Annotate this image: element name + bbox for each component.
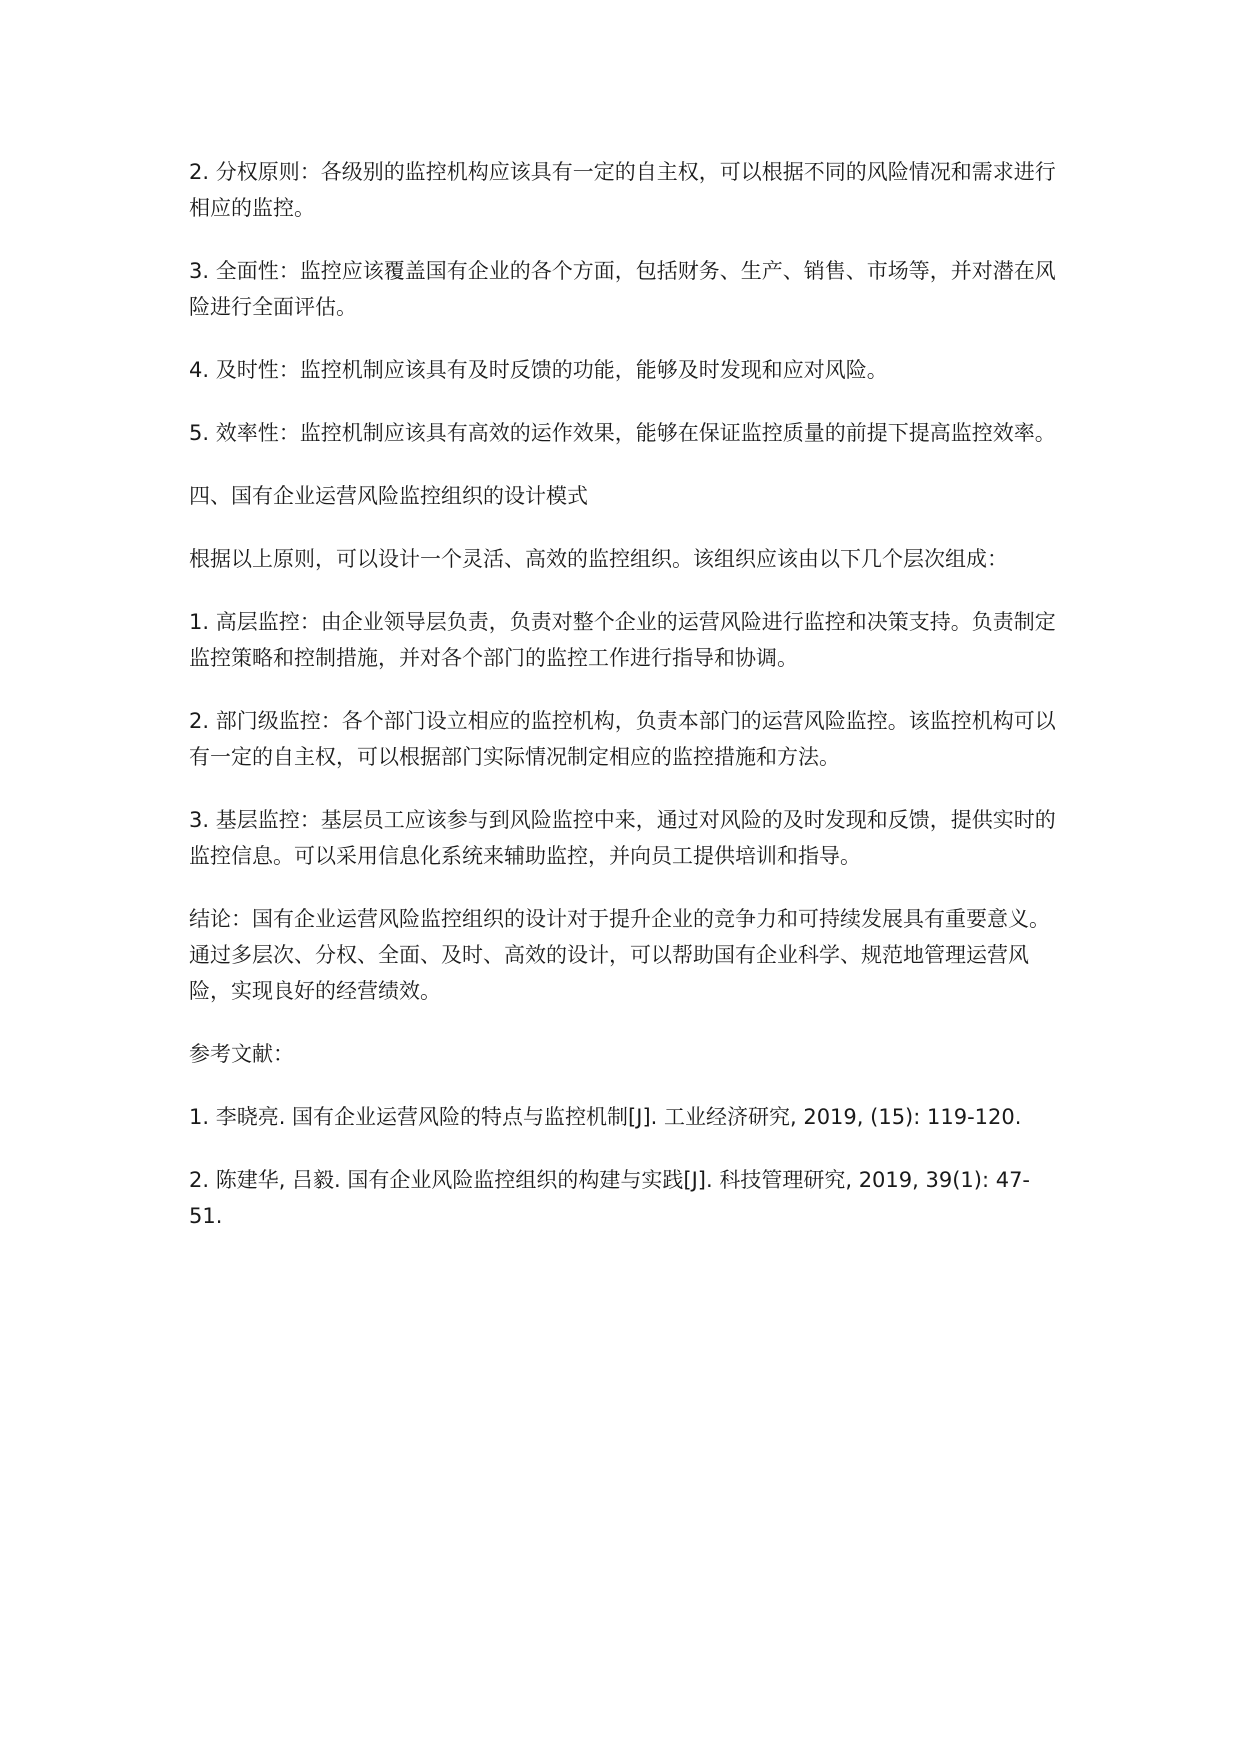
- principle-efficiency: 5. 效率性：监控机制应该具有高效的运作效果，能够在保证监控质量的前提下提高监控效率。: [189, 421, 1056, 445]
- conclusion: 结论：国有企业运营风险监控组织的设计对于提升企业的竞争力和可持续发展具有重要意义。通过多层次、分权、全面、及时、高效的设计，可以帮助国有企业科学、规范地管理运营风险，实现良好的经营绩效。: [189, 907, 1050, 1003]
- design-intro: 根据以上原则，可以设计一个灵活、高效的监控组织。该组织应该由以下几个层次组成：: [189, 547, 1008, 571]
- principle-timeliness: 4. 及时性：监控机制应该具有及时反馈的功能，能够及时发现和应对风险。: [189, 358, 888, 382]
- level-grassroots-monitoring: 3. 基层监控：基层员工应该参与到风险监控中来，通过对风险的及时发现和反馈，提供实时的监控信息。可以采用信息化系统来辅助监控，并向员工提供培训和指导。: [189, 808, 1056, 868]
- level-department-monitoring: 2. 部门级监控：各个部门设立相应的监控机构，负责本部门的运营风险监控。该监控机构可以有一定的自主权，可以根据部门实际情况制定相应的监控措施和方法。: [189, 709, 1056, 769]
- document-body: [189, 154, 1057, 1261]
- section-heading-design-mode: 四、国有企业运营风险监控组织的设计模式: [189, 484, 588, 508]
- reference-item-2: 2. 陈建华, 吕毅. 国有企业风险监控组织的构建与实践[J]. 科技管理研究, 2019, 39(1): 47-51.: [189, 1168, 1031, 1228]
- principle-comprehensiveness: 3. 全面性：监控应该覆盖国有企业的各个方面，包括财务、生产、销售、市场等，并对潜在风险进行全面评估。: [189, 259, 1056, 319]
- reference-item-1: 1. 李晓亮. 国有企业运营风险的特点与监控机制[J]. 工业经济研究, 2019, (15): 119-120.: [189, 1105, 1022, 1129]
- principle-decentralization: 2. 分权原则：各级别的监控机构应该具有一定的自主权，可以根据不同的风险情况和需求进行相应的监控。: [189, 160, 1056, 220]
- references-heading: 参考文献：: [189, 1042, 294, 1066]
- level-top-monitoring: 1. 高层监控：由企业领导层负责，负责对整个企业的运营风险进行监控和决策支持。负责制定监控策略和控制措施，并对各个部门的监控工作进行指导和协调。: [189, 610, 1056, 670]
